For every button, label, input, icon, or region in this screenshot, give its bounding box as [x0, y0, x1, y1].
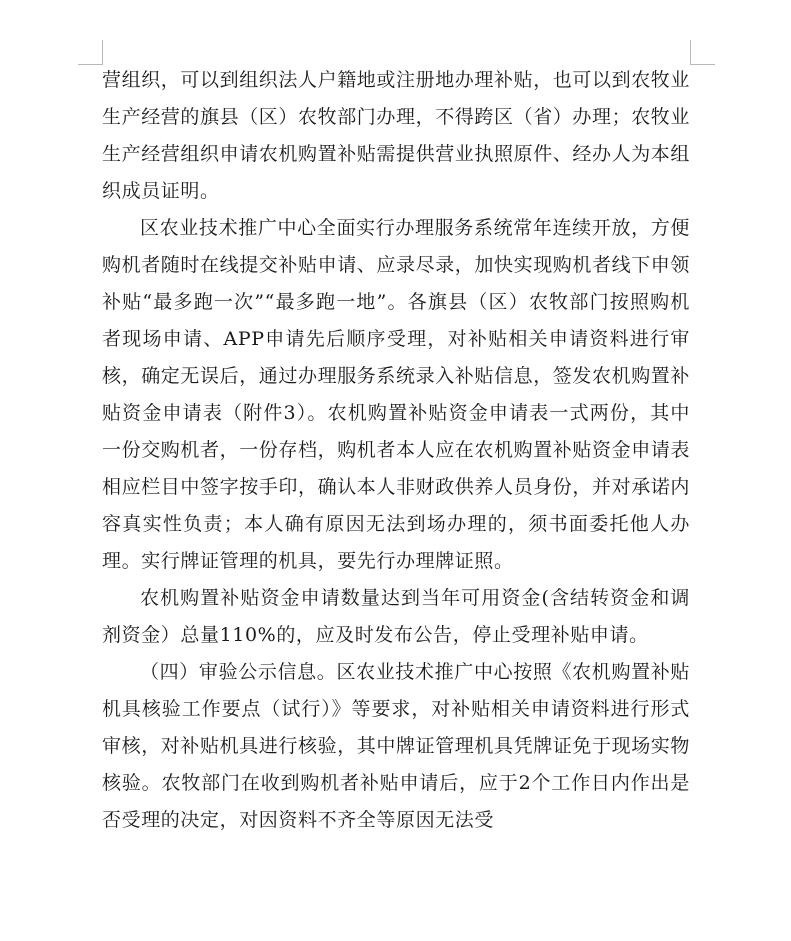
paragraph-funding-limit: 农机购置补贴资金申请数量达到当年可用资金(含结转资金和调剂资金）总量110%的，应及时发布公告，停止受理补贴申请。 — [102, 587, 690, 646]
paragraph-review-publicity — [102, 654, 690, 839]
paragraph-continuation: 营组织，可以到组织法人户籍地或注册地办理补贴，也可以到农牧业生产经营的旗县（区）农牧部门办理，不得跨区（省）办理；农牧业生产经营组织申请农机购置补贴需提供营业执照原件、经办人为本组织成员证明。 — [102, 69, 691, 202]
crop-mark-top-right — [690, 40, 715, 65]
section-heading-review: （四）审验公示信息。 — [140, 661, 337, 683]
paragraph-review-text: 区农业技术推广中心按照《农机购置补贴机具核验工作要点（试行）》等要求，对补贴相关申请资料进行形式审核，对补贴机具进行核验，其中牌证管理机具凭牌证免于现场实物核验。农牧部门在收到购机者补贴申请后，应于2个工作日内作出是否受理的决定，对因资料不齐全等原因无法受 — [102, 661, 691, 831]
paragraph-application-system: 区农业技术推广中心全面实行办理服务系统常年连续开放，方便购机者随时在线提交补贴申请、应录尽录，加快实现购机者线下申领补贴“最多跑一次”“最多跑一地”。各旗县（区）农牧部门按照购机者现场申请、APP申请先后顺序受理，对补贴相关申请资料进行审核，确定无误后，通过办理服务系统录入补贴信息，签发农机购置补贴资金申请表（附件3）。农机购置补贴资金申请表一式两份，其中一份交购机者，一份存档，购机者本人应在农机购置补贴资金申请表相应栏目中签字按手印，确认本人非财政供养人员身份，并对承诺内容真实性负责；本人确有原因无法到场办理的，须书面委托他人办理。实行牌证管理的机具，要先行办理牌证照。 — [102, 217, 691, 572]
document-body — [102, 62, 690, 839]
crop-mark-top-left — [78, 40, 103, 65]
